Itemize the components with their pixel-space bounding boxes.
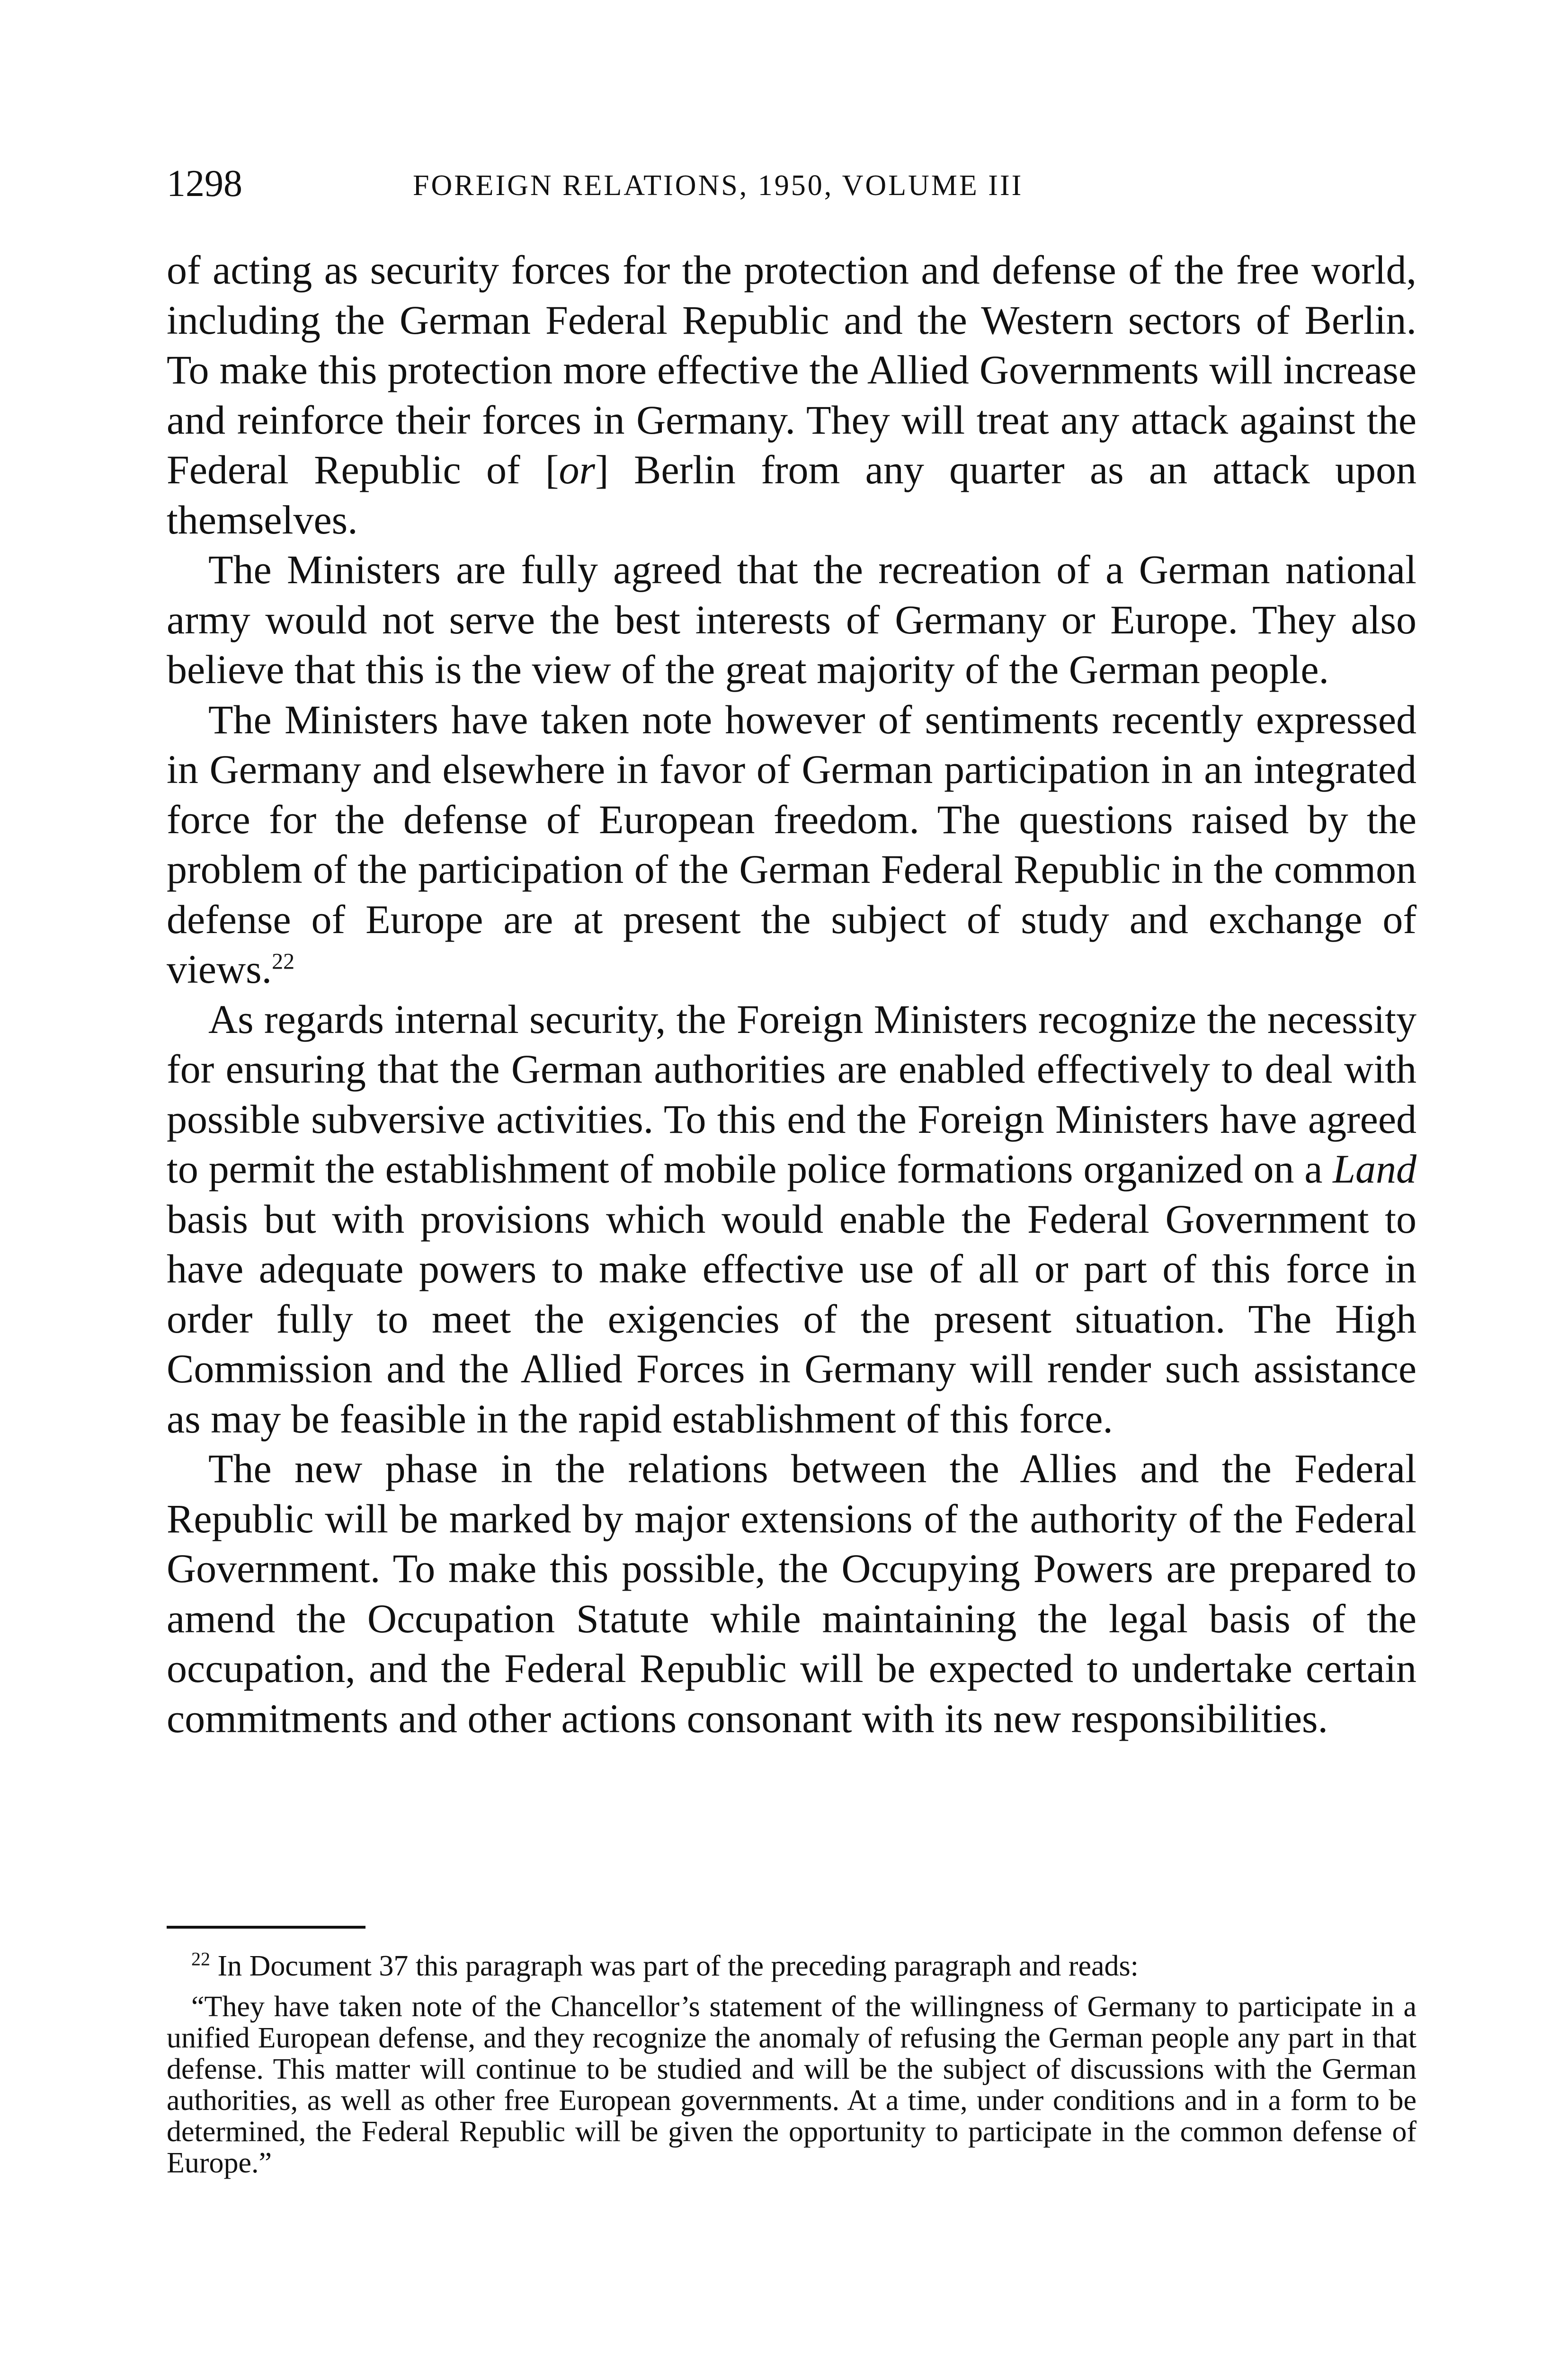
paragraph-2: The Ministers are fully agreed that the recreation of a German national army would not serve the best interests of Germany or Europe. They also believe that this is the view of the great majority of the German people.: [167, 547, 1417, 692]
paragraph-1-italic: or: [559, 447, 596, 492]
page-number: 1298: [167, 163, 242, 205]
paragraph-4: [167, 995, 1417, 1444]
paragraph-1: [167, 245, 1417, 545]
footnote-22-quote: “They have taken note of the Chancellor’s statement of the willingness of Germany to participate in a unified European defense, and they recognize the anomaly of refusing the German people any part in that defense. This matter will continue to be studied and will be the subject of discussions with the German authorities, as well as other free European governments. At a time, under conditions and in a form to be determined, the Federal Republic will be given the opportunity to participate in the common defense of Europe.”: [167, 1991, 1417, 2179]
footnote-ref-22[interactable]: 22: [272, 949, 295, 974]
running-head: FOREIGN RELATIONS, 1950, VOLUME III: [413, 169, 1024, 202]
paragraph-1-end: ] Berlin from any quarter as an attack upon themselves.: [167, 447, 1417, 543]
footnotes: [167, 1950, 1417, 2179]
page-header: [167, 160, 1417, 212]
paragraph-3-text: The Ministers have taken note however of sentiments recently expressed in Germany and elsewhere in favor of German participation in an integrated force for the defense of European freedom. The questions raised by the problem of the participation of the German Federal Republic in the common defense of Europe are at present the subject of study and exchange of views.: [167, 696, 1417, 992]
paragraph-3: [167, 695, 1417, 995]
footnote-22: [167, 1950, 1417, 1982]
paragraph-5: The new phase in the relations between the Allies and the Federal Republic will be marked by major extensions of the authority of the Federal Government. To make this possible, the Occupying Powers are prepared to amend the Occupation Statute while maintaining the legal basis of the occupation, and the Federal Republic will be expected to undertake certain commitments and other actions consonant with its new responsibilities.: [167, 1446, 1417, 1741]
paragraph-4-end: basis but with provisions which would enable the Federal Government to have adequate powers to make effective use of all or part of this force in order fully to meet the exigencies of the present situation. The High Commission and the Allied Forces in Germany will render such assistance as may be feasible in the rapid establishment of this force.: [167, 1196, 1417, 1442]
paragraph-1-text: of acting as security forces for the protection and defense of the free world, including the German Federal Republic and the Western sectors of Berlin. To make this protection more effective the Allied Governments will increase and reinforce their forces in Germany. They will treat any attack against the Federal Republic of [: [167, 247, 1417, 492]
footnote-divider: [167, 1926, 365, 1929]
body-text: [167, 245, 1417, 1744]
paragraph-4-text: As regards internal security, the Foreign Ministers recognize the necessity for ensuring that the German authorities are enabled effectively to deal with possible subversive activities. To this end the Foreign Ministers have agreed to permit the establishment of mobile police formations organized on a: [167, 996, 1417, 1192]
paragraph-4-italic: Land: [1333, 1146, 1417, 1192]
footnote-22-intro: In Document 37 this paragraph was part of the preceding paragraph and reads:: [217, 1950, 1139, 1982]
footnote-22-mark: 22: [191, 1948, 210, 1970]
